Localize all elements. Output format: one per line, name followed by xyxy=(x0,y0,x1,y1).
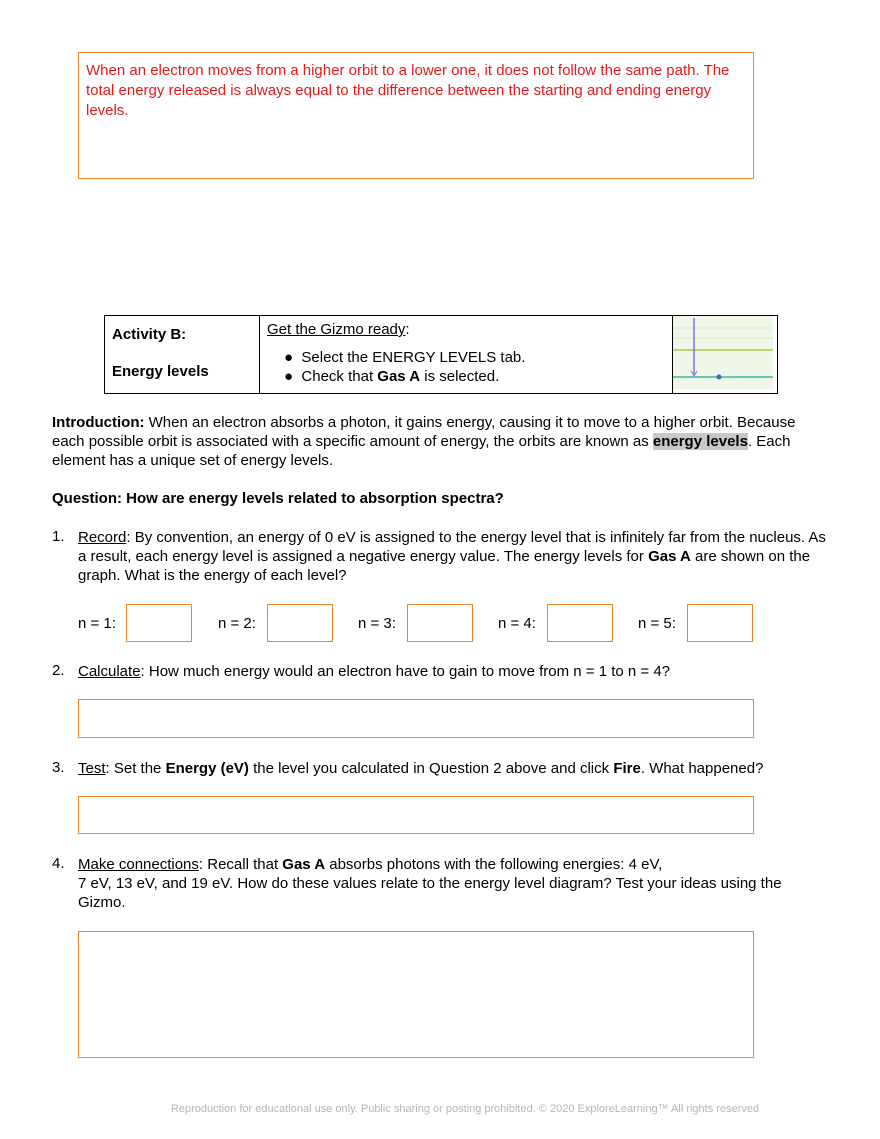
text: the level you calculated in Question 2 above and click xyxy=(248,760,614,777)
bold: Energy (eV) xyxy=(165,760,249,777)
bold: Gas A xyxy=(648,548,691,565)
question-4 xyxy=(78,855,828,912)
text: : Recall that xyxy=(198,856,283,873)
lead: Make connections xyxy=(78,856,199,873)
bullet-text: is selected. xyxy=(420,368,500,385)
answer-box-q3[interactable] xyxy=(78,796,754,834)
text: are shown on the graph. What is the energy of each level? xyxy=(78,548,811,584)
lead: Calculate xyxy=(78,663,141,680)
text: absorbs photons with the following energies: 4 eV, xyxy=(325,856,663,873)
bullet-bold: Gas A xyxy=(377,368,421,385)
introduction-paragraph xyxy=(52,413,832,470)
gizmo-ready-heading: Get the Gizmo ready xyxy=(267,321,406,338)
activity-title: Activity B: xyxy=(112,326,187,343)
n2-answer-box[interactable] xyxy=(267,604,333,642)
bold: Fire xyxy=(613,760,641,777)
answer-text: When an electron moves from a higher orbit to a lower one, it does not follow the same path. The total energy released is always equal to the difference between the starting and ending energy levels. xyxy=(86,62,730,119)
gizmo-ready-cell xyxy=(260,316,673,394)
n4-answer-box[interactable] xyxy=(547,604,613,642)
item-number: 4. xyxy=(52,855,65,872)
bold: Gas A xyxy=(282,856,326,873)
question-heading: Question: How are energy levels related to absorption spectra? xyxy=(52,490,504,507)
n5-label: n = 5: xyxy=(638,615,676,632)
item-number: 1. xyxy=(52,528,65,545)
bullet-text: Select the ENERGY LEVELS tab. xyxy=(301,349,526,366)
bullet-text: Check that xyxy=(301,368,378,385)
intro-text: . Each element has a unique set of energy levels. xyxy=(52,433,791,469)
colon: : xyxy=(405,321,410,338)
activity-title-cell xyxy=(105,316,260,394)
intro-label: Introduction: xyxy=(52,414,145,431)
answer-box-top[interactable] xyxy=(78,52,754,179)
n5-answer-box[interactable] xyxy=(687,604,753,642)
bullet-item: ● Check that Gas A is selected. xyxy=(284,368,500,385)
energy-level-thumbnail xyxy=(673,316,773,389)
footer-copyright: Reproduction for educational use only. Public sharing or posting prohibited. © 2020 ExploreLearning™ All rights reserved xyxy=(170,1103,760,1115)
item-number: 3. xyxy=(52,759,65,776)
question-2 xyxy=(78,662,670,681)
n1-answer-box[interactable] xyxy=(126,604,192,642)
n4-label: n = 4: xyxy=(498,615,536,632)
activity-subtitle: Energy levels xyxy=(112,363,209,380)
activity-header-table xyxy=(104,315,778,394)
lead: Record xyxy=(78,529,127,546)
answer-box-q2[interactable] xyxy=(78,699,754,738)
gizmo-thumbnail-cell xyxy=(673,316,778,394)
n1-label: n = 1: xyxy=(78,615,116,632)
question-1 xyxy=(78,528,828,585)
n3-label: n = 3: xyxy=(358,615,396,632)
item-number: 2. xyxy=(52,662,65,679)
text: . What happened? xyxy=(640,760,764,777)
bullet-item: ● Select the ENERGY LEVELS tab. xyxy=(284,349,526,366)
text: : How much energy would an electron have to gain to move from n = 1 to n = 4? xyxy=(140,663,671,680)
text: 7 eV, 13 eV, and 19 eV. How do these values relate to the energy level diagram? Test your ideas using the Gizmo. xyxy=(78,875,782,911)
text: : By convention, an energy of 0 eV is assigned to the energy level that is infinitely far from the nucleus. As a result, each energy level is assigned a negative energy value. The energy levels for xyxy=(78,529,826,565)
energy-levels-highlight: energy levels xyxy=(652,433,748,450)
n2-label: n = 2: xyxy=(218,615,256,632)
intro-text: When an electron absorbs a photon, it gains energy, causing it to move to a higher orbit. Because each possible orbit is associated with a specific amount of energy, the orbits are known as xyxy=(52,414,796,450)
n3-answer-box[interactable] xyxy=(407,604,473,642)
answer-box-q4[interactable] xyxy=(78,931,754,1058)
question-3 xyxy=(78,759,763,778)
lead: Test xyxy=(78,760,106,777)
text: : Set the xyxy=(105,760,166,777)
